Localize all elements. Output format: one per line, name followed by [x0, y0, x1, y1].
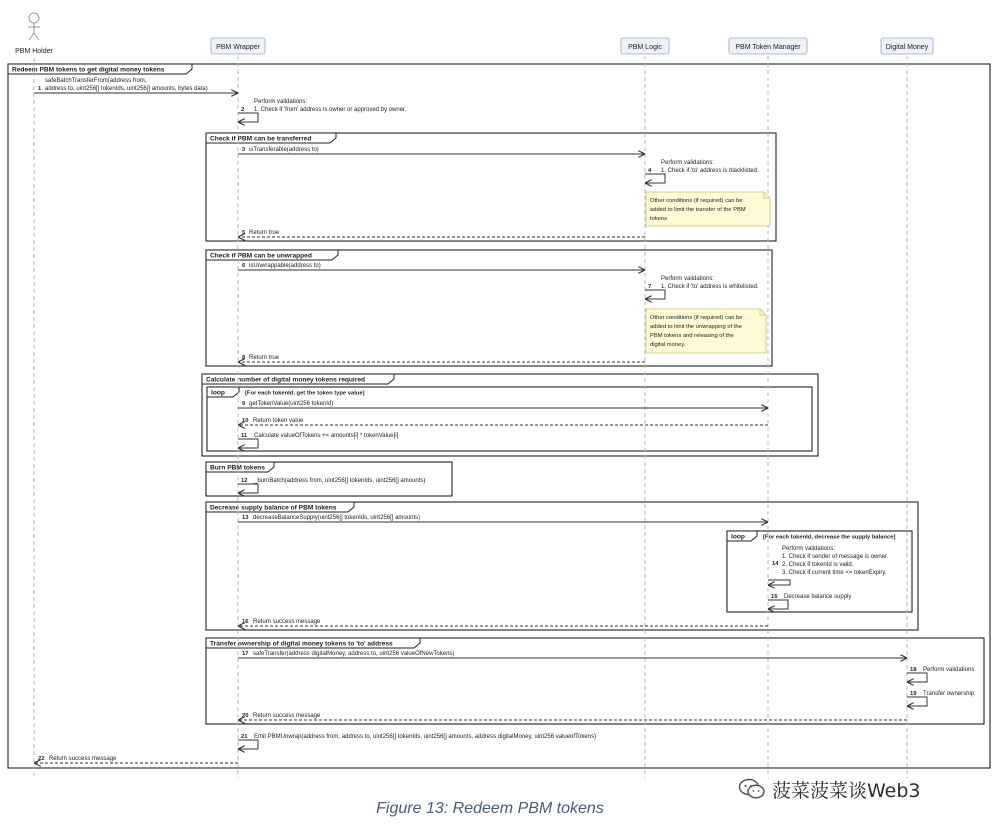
message-11 — [238, 439, 258, 448]
frame-calc — [202, 374, 818, 456]
frame-label: Transfer ownership of digital money tokens to 'to' address — [210, 640, 393, 648]
note-text: added to limit the transfer of the PBM — [650, 207, 746, 213]
message-number: 11 — [241, 433, 248, 439]
message-number: 5 — [242, 230, 246, 236]
message-label: 1. Check if 'from' address is owner or approved by owner. — [254, 107, 407, 113]
actor-leg — [34, 33, 39, 40]
participant-label: Digital Money — [885, 44, 929, 51]
message-label: Return true — [249, 355, 280, 361]
message-number: 8 — [242, 355, 246, 361]
message-number: 16 — [242, 619, 249, 625]
message-number: 2 — [241, 107, 245, 113]
participant-label: PBM Wrapper — [216, 44, 260, 51]
note-text: added to limit the unwrapping of the — [650, 324, 742, 330]
frame-label: loop — [211, 389, 225, 397]
message-15 — [768, 600, 788, 609]
message-label: isTransferable(address to) — [249, 147, 319, 153]
message-label: Perform validations — [923, 667, 975, 673]
actor-head — [29, 13, 39, 23]
message-number: 18 — [910, 667, 917, 673]
message-label: safeBatchTransferFrom(address from, — [45, 78, 147, 84]
message-label: Transfer ownership — [923, 691, 975, 697]
message-4 — [645, 174, 665, 183]
frame-label: Redeem PBM tokens to get digital money tokens — [12, 66, 165, 74]
message-label: Return success message — [49, 756, 117, 762]
message-label: getTokenValue(uint256 tokenId) — [249, 401, 334, 407]
note-text: digital money. — [650, 342, 686, 348]
message-label: Perform validations: — [782, 546, 836, 552]
message-label: Calculate valueOfTokens += amounts[i] * tokenValue[i] — [254, 433, 399, 439]
message-number: 20 — [242, 713, 249, 719]
message-label: safeTransfer(address digitalMoney, address to, uint256 valueOfNewTokens) — [253, 651, 455, 657]
message-number: 4 — [648, 168, 652, 174]
loop-guard: [For each tokenId, decrease the supply balance] — [763, 534, 896, 541]
actor-leg — [29, 33, 34, 40]
actor-icon — [28, 13, 40, 40]
note-text: tokens — [650, 216, 668, 222]
message-19 — [907, 697, 927, 706]
frame-label: Check if PBM can be unwrapped — [210, 252, 312, 260]
frame-label: Decrease supply balance of PBM tokens — [210, 504, 337, 512]
message-label: _burnBatch(address from, uint256[] tokenIds, uint256[] amounts) — [254, 478, 426, 484]
participant-label: PBM Token Manager — [735, 44, 801, 51]
message-number: 17 — [242, 651, 249, 657]
note-text: Other conditions (if required) can be — [650, 198, 743, 204]
message-number: 3 — [242, 147, 246, 153]
watermark-text: 菠菜菠菜谈Web3 — [772, 779, 921, 802]
message-label: 1. Check if sender of message is owner. — [782, 554, 889, 560]
message-label: Return success message — [253, 619, 321, 625]
message-number: 14 — [772, 561, 779, 567]
note-text: PBM tokens and releasing of the — [650, 333, 734, 339]
message-number: 6 — [242, 263, 246, 269]
wechat-icon — [738, 778, 766, 800]
message-number: 1 — [38, 86, 42, 92]
message-label: Return true — [249, 230, 280, 236]
message-number: 15 — [771, 594, 778, 600]
message-label: Perform validations: — [661, 160, 715, 166]
message-label: 2. Check if tokenId is valid. — [782, 562, 854, 568]
frame-label: Calculate number of digital money tokens required — [206, 376, 366, 384]
note-text: Other conditions (if required) can be — [650, 315, 743, 321]
message-label: Perform validations: — [661, 276, 715, 282]
frame-label: Check if PBM can be transferred — [210, 135, 312, 143]
message-number: 10 — [242, 418, 249, 424]
message-label: isUnwrappable(address to) — [249, 263, 321, 269]
message-7 — [645, 290, 665, 299]
message-number: 19 — [910, 691, 917, 697]
message-2 — [238, 113, 258, 122]
message-number: 7 — [648, 284, 652, 290]
loop-guard: [For each tokenId, get the token type value] — [245, 390, 365, 397]
message-label: Perform validations: — [254, 99, 308, 105]
watermark — [738, 776, 921, 802]
message-label: Return success message — [253, 713, 321, 719]
participant-label: PBM Logic — [628, 44, 662, 51]
message-label: Emit PBMUnwrap(address from, address to, uint256[] tokenIds, uint256[] amounts, address digitalMoney, uint256 valueofTokens) — [254, 734, 597, 740]
message-label: 1. Check if 'to' address is blacklisted. — [661, 168, 759, 174]
message-label: decreaseBalanceSupply(uint256[] tokenIds, uint256[] amounts) — [253, 515, 421, 521]
message-14 — [768, 580, 790, 585]
message-12 — [238, 484, 258, 493]
message-label: Decrease balance supply — [784, 594, 852, 600]
message-label: 1. Check if 'to' address is whitelisted. — [661, 284, 759, 290]
participant-label: PBM Holder — [15, 48, 53, 55]
message-number: 12 — [241, 478, 248, 484]
figure-caption: Figure 13: Redeem PBM tokens — [376, 800, 604, 817]
message-number: 9 — [242, 401, 246, 407]
message-label: 3. Check if current time <= tokenExpiry. — [782, 570, 887, 576]
message-number: 21 — [241, 734, 248, 740]
frame-label: Burn PBM tokens — [210, 464, 265, 472]
message-label: Return token value — [253, 418, 304, 424]
outer-frame — [8, 64, 990, 768]
message-18 — [907, 673, 927, 682]
message-21 — [238, 740, 258, 749]
message-number: 22 — [38, 756, 45, 762]
frame-label: loop — [731, 533, 745, 541]
message-label: address to, uint256[] tokenIds, uint256[] amounts, bytes data) — [45, 86, 208, 92]
message-number: 13 — [242, 515, 249, 521]
